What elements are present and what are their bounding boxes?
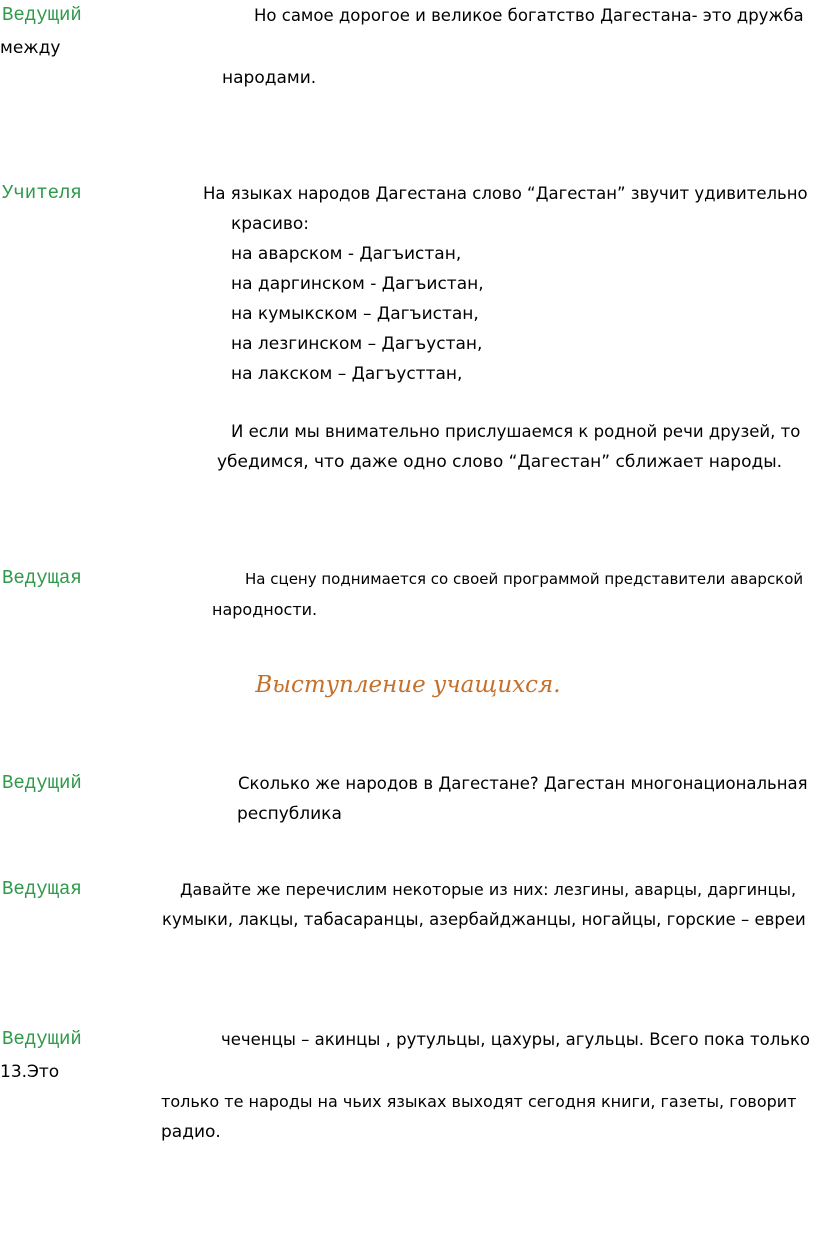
text-line: Сколько же народов в Дагестане? Дагестан многонациональная [238,774,808,793]
text-line: На сцену поднимается со своей программой представители аварской [245,570,804,588]
text-line: на кумыкском – Дагъистан, [231,304,479,324]
speaker-label: Ведущий [2,1028,82,1050]
speaker-label: Ведущий [2,772,82,794]
text-line: народности. [212,600,318,619]
text-line: между [0,38,61,58]
text-line: народами. [222,68,317,88]
text-line: на аварском - Дагъистан, [231,244,462,264]
speaker-label: Ведущая [2,878,82,900]
text-line: красиво: [231,214,310,234]
speaker-label: Учителя [2,182,82,204]
text-line: радио. [161,1122,221,1142]
section-heading: Выступление учащихся. [255,672,561,698]
text-line: убедимся, что даже одно слово “Дагестан” сближает народы. [217,452,783,472]
text-line: на даргинском - Дагъистан, [231,274,484,294]
text-line: на лезгинском – Дагъустан, [231,334,483,354]
text-line: На языках народов Дагестана слово “Дагестан” звучит удивительно [203,184,808,203]
text-line: И если мы внимательно прислушаемся к родной речи друзей, то [231,422,801,441]
speaker-label: Ведущая [2,567,82,589]
text-line: 13.Это [0,1062,60,1082]
text-line: Но самое дорогое и великое богатство Дагестана- это дружба [254,6,804,25]
speaker-label: Ведущий [2,4,82,26]
text-line: Давайте же перечислим некоторые из них: лезгины, аварцы, даргинцы, [180,880,797,899]
text-line: только те народы на чьих языках выходят сегодня книги, газеты, говорит [161,1092,797,1111]
text-line: чеченцы – акинцы , рутульцы, цахуры, агульцы. Всего пока только [221,1030,811,1049]
text-line: кумыки, лакцы, табасаранцы, азербайджанцы, ногайцы, горские – евреи [162,910,806,929]
text-line: на лакском – Дагъусттан, [231,364,463,384]
text-line: республика [237,804,342,824]
